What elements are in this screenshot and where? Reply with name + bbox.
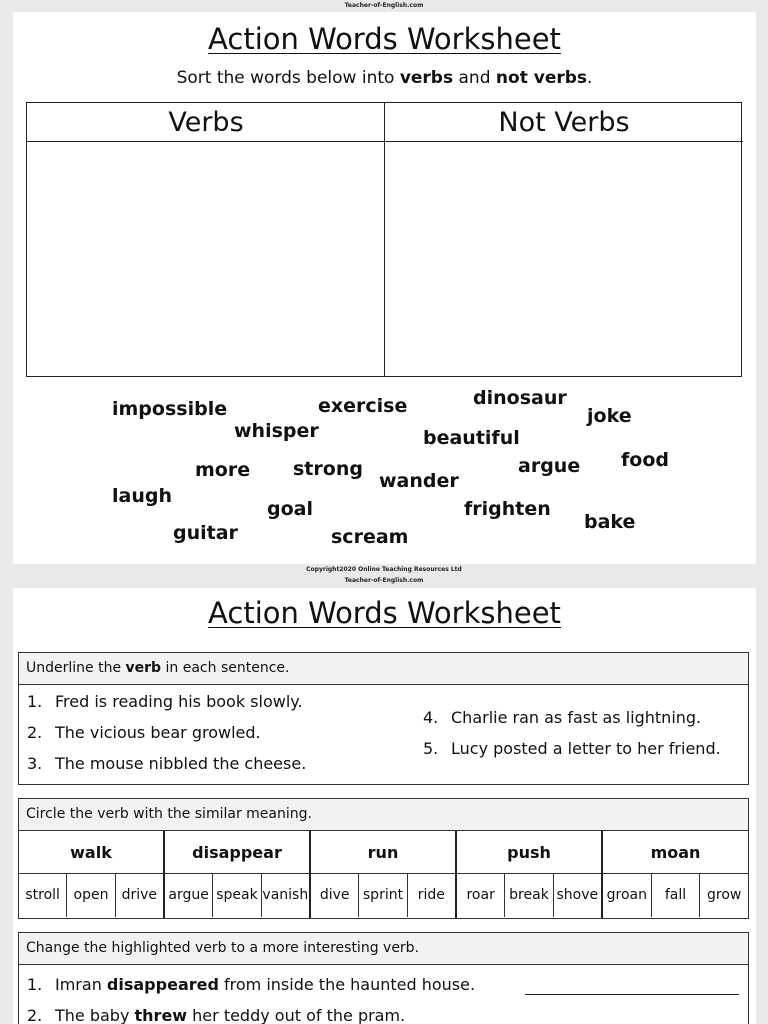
word-card[interactable]: argue — [518, 455, 581, 477]
word-card[interactable]: goal — [267, 498, 313, 520]
sentence: 3. The mouse nibbled the cheese. — [27, 754, 307, 773]
target-word: walk — [19, 831, 163, 874]
answer-line[interactable] — [525, 994, 739, 995]
word-card[interactable]: laugh — [112, 485, 172, 507]
worksheet-page-2 — [13, 588, 756, 1024]
instruction: Sort the words below into verbs and not verbs. — [176, 68, 593, 88]
task-header: Circle the verb with the similar meaning. — [19, 799, 748, 831]
sentence: 2. The vicious bear growled. — [27, 723, 261, 742]
word-card[interactable]: whisper — [234, 420, 319, 442]
option[interactable]: argue — [165, 874, 213, 917]
option[interactable]: ride — [417, 887, 445, 903]
sentence: 2. The baby threw her teddy out of the pram. — [27, 1006, 406, 1024]
word-card[interactable]: bake — [584, 511, 636, 533]
sentence: 4. Charlie ran as fast as lightning. — [423, 708, 702, 727]
option[interactable]: drive — [121, 887, 158, 903]
column-divider — [384, 103, 385, 376]
word-card[interactable]: strong — [293, 458, 363, 480]
sort-table — [26, 102, 742, 377]
option[interactable]: vanish — [262, 887, 309, 903]
task-header: Underline the verb in each sentence. — [19, 653, 748, 685]
word-card[interactable]: more — [195, 459, 251, 481]
target-word: run — [311, 831, 455, 874]
column-not-verbs: Not Verbs — [385, 103, 743, 142]
worksheet-page-1 — [13, 12, 756, 564]
option[interactable]: speak — [213, 874, 261, 917]
sentence: 5. Lucy posted a letter to her friend. — [423, 739, 721, 758]
word-card[interactable]: scream — [331, 526, 409, 548]
footer-copyright: Copyright2020 Online Teaching Resources Ltd — [306, 566, 462, 573]
option[interactable]: sprint — [359, 874, 407, 917]
option[interactable]: groan — [603, 874, 652, 917]
word-card[interactable]: impossible — [112, 398, 228, 420]
option[interactable]: roar — [457, 874, 505, 917]
synonym-group — [311, 831, 457, 918]
change-task — [18, 932, 749, 1024]
header-site: Teacher-of-English.com — [344, 2, 424, 9]
option[interactable]: grow — [707, 887, 742, 903]
synonym-group — [19, 831, 165, 918]
word-card[interactable]: beautiful — [423, 427, 520, 449]
synonym-table — [19, 831, 748, 918]
word-card[interactable]: wander — [379, 470, 459, 492]
target-word: disappear — [165, 831, 309, 874]
word-card[interactable]: guitar — [173, 522, 238, 544]
page-title: Action Words Worksheet — [208, 22, 561, 56]
sentence: 1. Imran disappeared from inside the haunted house. — [27, 975, 476, 994]
page-title: Action Words Worksheet — [208, 596, 561, 630]
option[interactable]: shove — [556, 887, 599, 903]
synonym-group — [603, 831, 748, 918]
column-verbs: Verbs — [27, 103, 385, 142]
option[interactable]: stroll — [19, 874, 67, 917]
option[interactable]: fall — [652, 874, 701, 917]
underline-task — [18, 652, 749, 785]
option[interactable]: open — [67, 874, 115, 917]
sentence: 1. Fred is reading his book slowly. — [27, 692, 303, 711]
synonym-group — [165, 831, 311, 918]
task-header: Change the highlighted verb to a more interesting verb. — [19, 933, 748, 965]
word-card[interactable]: frighten — [464, 498, 551, 520]
word-card[interactable]: food — [621, 449, 669, 471]
word-card[interactable]: exercise — [318, 395, 408, 417]
option[interactable]: break — [505, 874, 553, 917]
word-card[interactable]: dinosaur — [473, 387, 567, 409]
target-word: moan — [603, 831, 748, 874]
word-card[interactable]: joke — [587, 405, 632, 427]
circle-task — [18, 798, 749, 919]
target-word: push — [457, 831, 601, 874]
synonym-group — [457, 831, 603, 918]
option[interactable]: dive — [311, 874, 359, 917]
footer-site: Teacher-of-English.com — [344, 577, 424, 584]
